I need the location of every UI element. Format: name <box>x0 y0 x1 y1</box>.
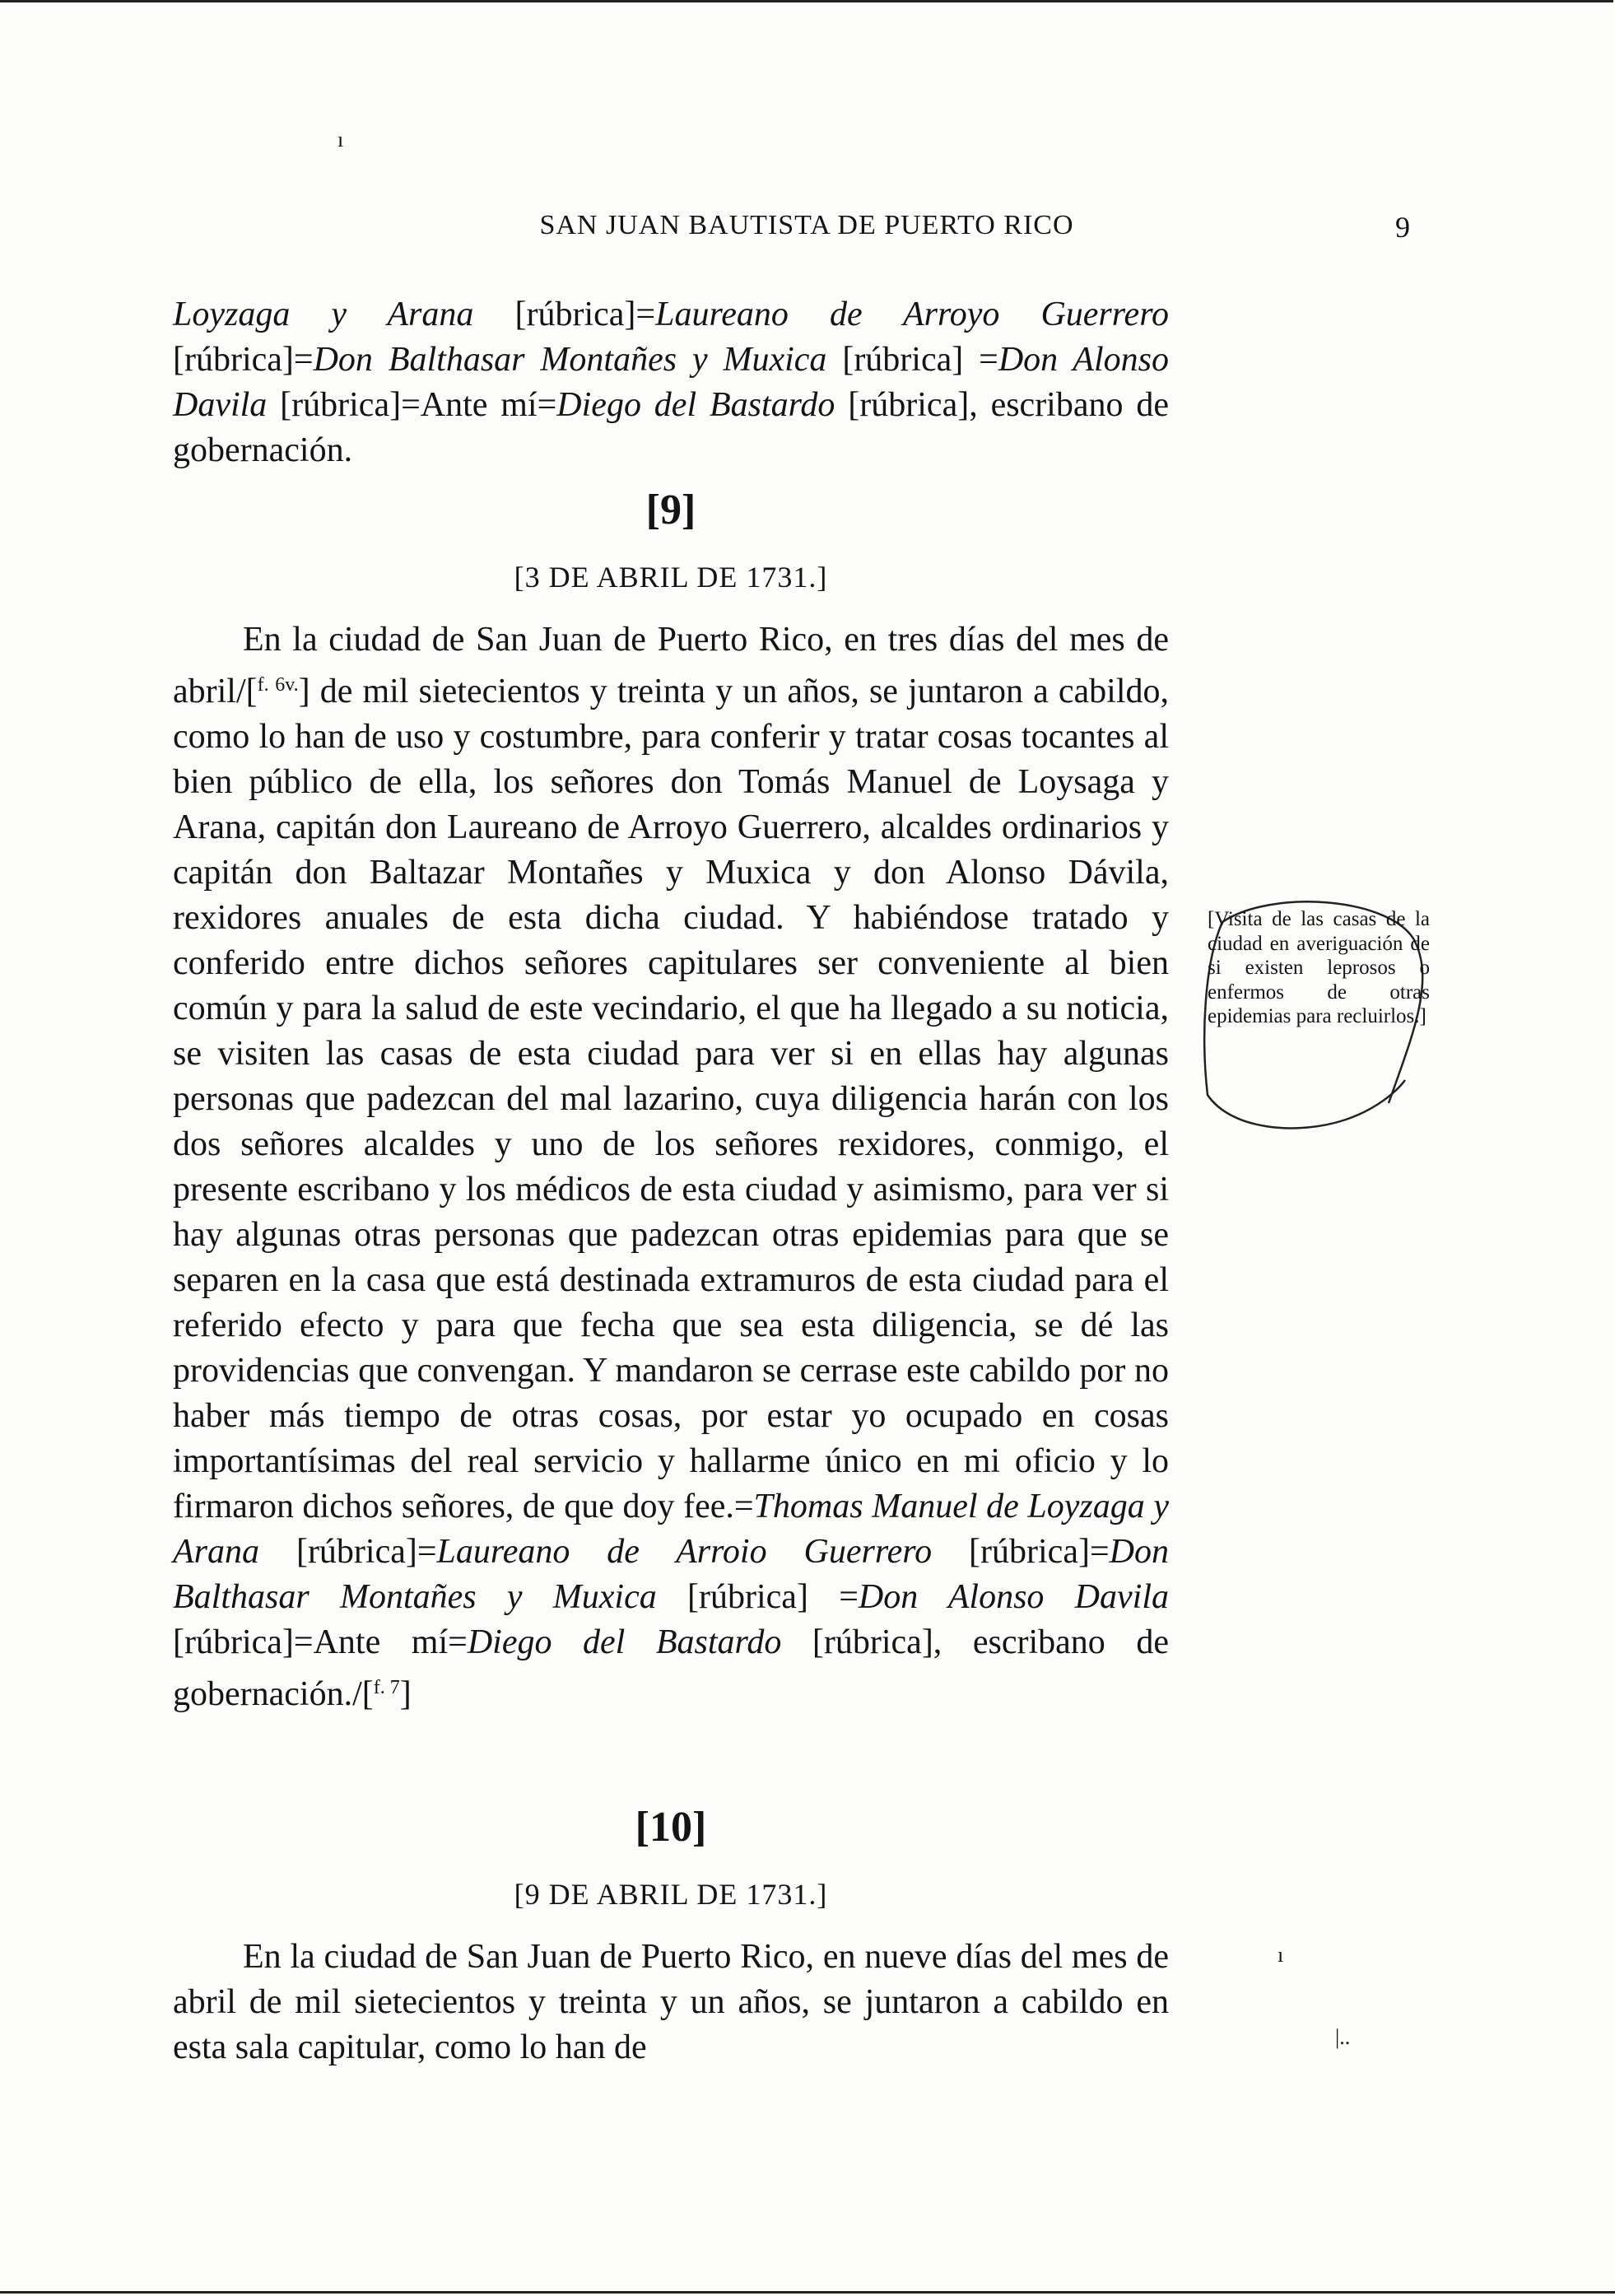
section-9-number: [9] <box>645 487 696 533</box>
body-text: En la ciudad de San Juan de Puerto Rico, en tres días del mes de abril/[ <box>173 621 1169 710</box>
intro-paragraph <box>173 292 1169 473</box>
signature-arroio: Laureano de Arroio Guerrero <box>436 1533 933 1571</box>
text-bracket: ] <box>399 1675 412 1713</box>
section-10-number: [10] <box>635 1804 707 1851</box>
text-rubrica: [rúbrica] = <box>826 341 998 379</box>
page-number: 9 <box>1395 211 1410 244</box>
signature-bastardo: Diego del Bastardo <box>467 1623 782 1661</box>
scan-mark: |.. <box>1335 2025 1351 2049</box>
signature-loyzaga: Thomas Manuel de Loyzaga y Arana <box>173 1488 1169 1571</box>
signature-loyzaga: Loyzaga y Arana <box>173 296 474 333</box>
section-10-date: [9 DE ABRIL DE 1731.] <box>514 1878 828 1911</box>
text-rubrica: [rúbrica]= <box>173 341 314 379</box>
section-10-body: En la ciudad de San Juan de Puerto Rico, en nueve días del mes de abril de mil sietecientos y treinta y un años, se juntaron a cabildo en esta sala capitular, como lo han de <box>173 1938 1169 2066</box>
signature-davila: Don Alonso Davila <box>858 1578 1169 1616</box>
margin-note <box>1198 889 1436 1136</box>
top-page-edge-rule <box>0 0 1613 2</box>
signature-montanes: Don Balthasar Montañes y Muxica <box>173 1533 1169 1616</box>
folio-reference: f. 7 <box>373 1677 400 1698</box>
running-header: SAN JUAN BAUTISTA DE PUERTO RICO <box>539 210 1074 240</box>
text-ante-mi: [rúbrica]=Ante mí= <box>267 386 557 424</box>
scan-mark: ı <box>1278 1943 1284 1967</box>
section-9-date: [3 DE ABRIL DE 1731.] <box>514 561 828 594</box>
signature-montanes: Don Balthasar Montañes y Muxica <box>313 341 827 379</box>
text-rubrica: [rúbrica]= <box>259 1533 437 1571</box>
section-9-body <box>173 617 1169 1717</box>
text-escribano: [rúbrica], escribano de gobernación. <box>173 386 1169 469</box>
folio-reference: f. 6v. <box>257 674 299 696</box>
signature-arroyo: Laureano de Arroyo Guerrero <box>655 296 1169 333</box>
text-ante-mi: [rúbrica]=Ante mí= <box>173 1623 468 1661</box>
signature-bastardo: Diego del Bastardo <box>556 386 835 424</box>
text-rubrica: [rúbrica]= <box>473 296 656 333</box>
text-escribano: [rúbrica], escribano de gobernación./[ <box>173 1623 1169 1713</box>
bottom-page-edge-rule <box>0 2291 1615 2294</box>
margin-note-text: [Visita de las casas de la ciudad en averiguación de si existen leprosos o enfermos de otras epidemias para recluirlos.] <box>1208 908 1430 1027</box>
body-text: ] de mil sietecientos y treinta y un años, se juntaron a cabildo, como lo han de uso y costumbre, para conferir y tratar cosas tocantes al bien público de ella, los señores don Tomás Manuel de Loysaga y Arana, capitán don Laureano de Arroyo Guerrero, alcaldes ordinarios y capitán don Baltazar Montañes y Muxica y don Alonso Dávila, rexidores anuales de esta dicha ciudad. Y habiéndose tratado y conferido entre dichos señores capitulares ser conveniente al bien común y para la salud de este vecindario, el que ha llegado a su noticia, se visiten las casas de esta ciudad para ver si en ellas hay algunas personas que padezcan del mal lazarino, cuya diligencia harán con los dos señores alcaldes y uno de los señores rexidores, conmigo, el presente escribano y los médicos de esta ciudad y asimismo, para ver si hay algunas otras personas que padezcan otras epidemias para que se separen en la casa que está destinada extramuros de esta ciudad para el referido efecto y para que fecha que sea esta diligencia, se dé las providencias que convengan. Y mandaron se cerrase este cabildo por no haber más tiempo de otras cosas, por estar yo ocupado en cosas importantísimas del real servicio y hallarme único en mi oficio y lo firmaron dichos señores, de que doy fee.= <box>173 673 1169 1525</box>
scan-mark: ı <box>337 128 344 151</box>
text-rubrica: [rúbrica] = <box>656 1578 859 1616</box>
text-rubrica: [rúbrica]= <box>932 1533 1110 1571</box>
signature-davila: Don Alonso Davila <box>173 341 1169 424</box>
